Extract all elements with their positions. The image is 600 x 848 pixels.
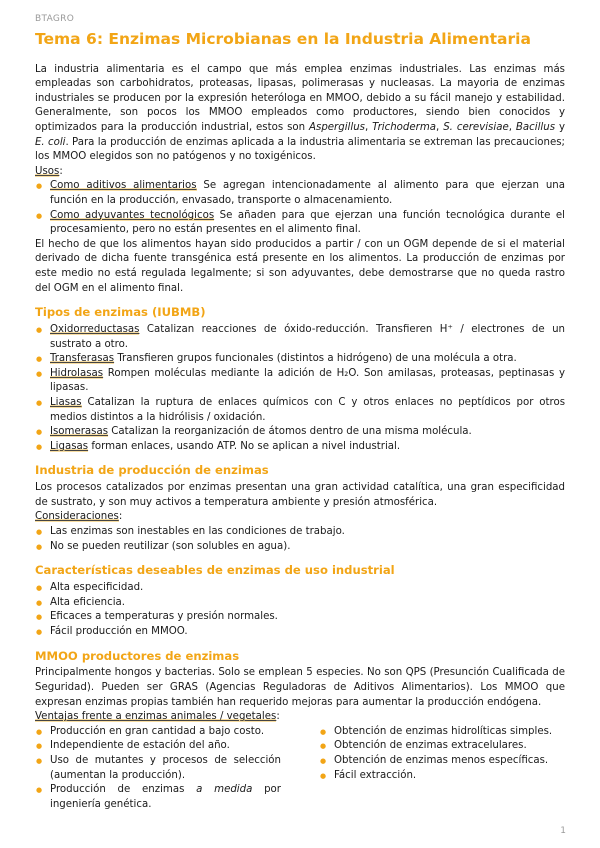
organism-name: E. coli (35, 136, 66, 148)
page-title: Tema 6: Enzimas Microbianas en la Industria Alimentaria (35, 30, 531, 48)
list-item: ● No se pueden reutilizar (son solubles en agua). (35, 540, 565, 555)
list-item: ● Isomerasas Catalizan la reorganización de átomos dentro de una misma molécula. (35, 425, 565, 440)
list-item: ● Obtención de enzimas extracelulares. (319, 739, 565, 754)
consideraciones-label: Consideraciones: (35, 511, 123, 523)
section-heading-mmoo: MMOO productores de enzimas (35, 648, 240, 663)
section-heading-tipos: Tipos de enzimas (IUBMB) (35, 305, 206, 320)
list-item: ● Eficaces a temperaturas y presión normales. (35, 610, 565, 625)
page-number: 1 (560, 826, 566, 836)
ventajas-label: Ventajas frente a enzimas animales / vegetales: (35, 711, 280, 723)
list-item: ● Obtención de enzimas hidrolíticas simples. (319, 725, 565, 740)
list-item: ● Oxidorreductasas Catalizan reacciones de óxido-reducción. Transfieren H⁺ / electrones de un sustrato a otro. (35, 323, 565, 352)
list-item: ● Como aditivos alimentarios Se agregan intencionadamente al alimento para que ejerzan una función en la producción, envasado, transporte o almacenamiento. (35, 179, 565, 208)
usos-list (35, 179, 565, 237)
caracteristicas-list (35, 581, 565, 639)
list-item: ● Transferasas Transfieren grupos funcionales (distintos a hidrógeno) de una molécula a otra. (35, 352, 565, 367)
ventajas-columns (35, 725, 565, 813)
ogm-paragraph: El hecho de que los alimentos hayan sido producidos a partir / con un OGM depende de si el material derivado de dicha fuente transgénica está presente en los alimentos. La producción de enzimas por este medio no está regulada legalmente; si son adyuvantes, debe demostrarse que no queda rastro del OGM en el alimento final. (35, 238, 565, 294)
list-item: ● Obtención de enzimas menos específicas. (319, 754, 565, 769)
mmoo-paragraph: Principalmente hongos y bacterias. Solo se emplean 5 especies. No son QPS (Presunción Cualificada de Seguridad). Pueden ser GRAS (Agencias Reguladoras de Aditivos Alimentarios). Los MMOO que expresan enzimas propias también han requerido mejoras para aumentar la producción endógena. (35, 667, 565, 708)
list-item: ● Uso de mutantes y procesos de selección (aumentan la producción). (35, 754, 281, 783)
list-item: ● Producción de enzimas a medida por ingeniería genética. (35, 783, 281, 812)
organism-name: Bacillus (515, 121, 556, 133)
list-item: ● Alta eficiencia. (35, 596, 565, 611)
ventajas-list-right (319, 725, 565, 813)
section-heading-caracteristicas: Características deseables de enzimas de uso industrial (35, 563, 395, 578)
consideraciones-list (35, 525, 565, 554)
list-item: ● Alta especificidad. (35, 581, 565, 596)
brand-label: BTAGRO (35, 14, 75, 24)
list-item: ● Independiente de estación del año. (35, 739, 281, 754)
list-item: ● Fácil extracción. (319, 769, 565, 784)
usos-label: Usos: (35, 165, 63, 177)
document-page (35, 14, 565, 812)
intro-paragraph: La industria alimentaria es el campo que más emplea enzimas industriales. Las enzimas más empleadas son carbohidratos, proteasas, lipasas, polimerasas y nucleasas. La mayoria de enzimas industriales se producen por la expresión heteróloga en MMOO, debido a su fácil manejo y estabilidad. Generalmente, son pocos los MMOO empleados como productores, siendo bien conocidos y optimizados para la producción industrial, estos son Aspergillus, Trichoderma, S. cerevisiae, Bacillus y E. coli. Para la producción de enzimas aplicada a la industria alimentaria se extreman las precauciones; los MMOO elegidos son no patógenos y no toxigénicos. (35, 63, 565, 163)
list-item: ● Ligasas forman enlaces, usando ATP. No se aplican a nivel industrial. (35, 440, 565, 455)
tipos-list (35, 323, 565, 454)
list-item: ● Las enzimas son inestables en las condiciones de trabajo. (35, 525, 565, 540)
organism-name: S. cerevisiae (443, 121, 509, 133)
organism-name: Aspergillus (309, 121, 365, 133)
organism-name: Trichoderma (372, 121, 437, 133)
list-item: ● Liasas Catalizan la ruptura de enlaces químicos con C y otros enlaces no peptídicos por otros medios distintos a la hidrólisis / oxidación. (35, 396, 565, 425)
ventajas-list-left (35, 725, 281, 813)
list-item: ● Fácil producción en MMOO. (35, 625, 565, 640)
section-heading-industria: Industria de producción de enzimas (35, 463, 269, 478)
industria-paragraph: Los procesos catalizados por enzimas presentan una gran actividad catalítica, una gran especificidad de sustrato, y son muy activos a temperatura ambiente y presión atmosférica. (35, 482, 565, 508)
list-item: ● Como adyuvantes tecnológicos Se añaden para que ejerzan una función tecnológica durante el procesamiento, pero no están presentes en el alimento final. (35, 209, 565, 238)
list-item: ● Producción en gran cantidad a bajo costo. (35, 725, 281, 740)
list-item: ● Hidrolasas Rompen moléculas mediante la adición de H₂O. Son amilasas, proteasas, peptinasas y lipasas. (35, 367, 565, 396)
